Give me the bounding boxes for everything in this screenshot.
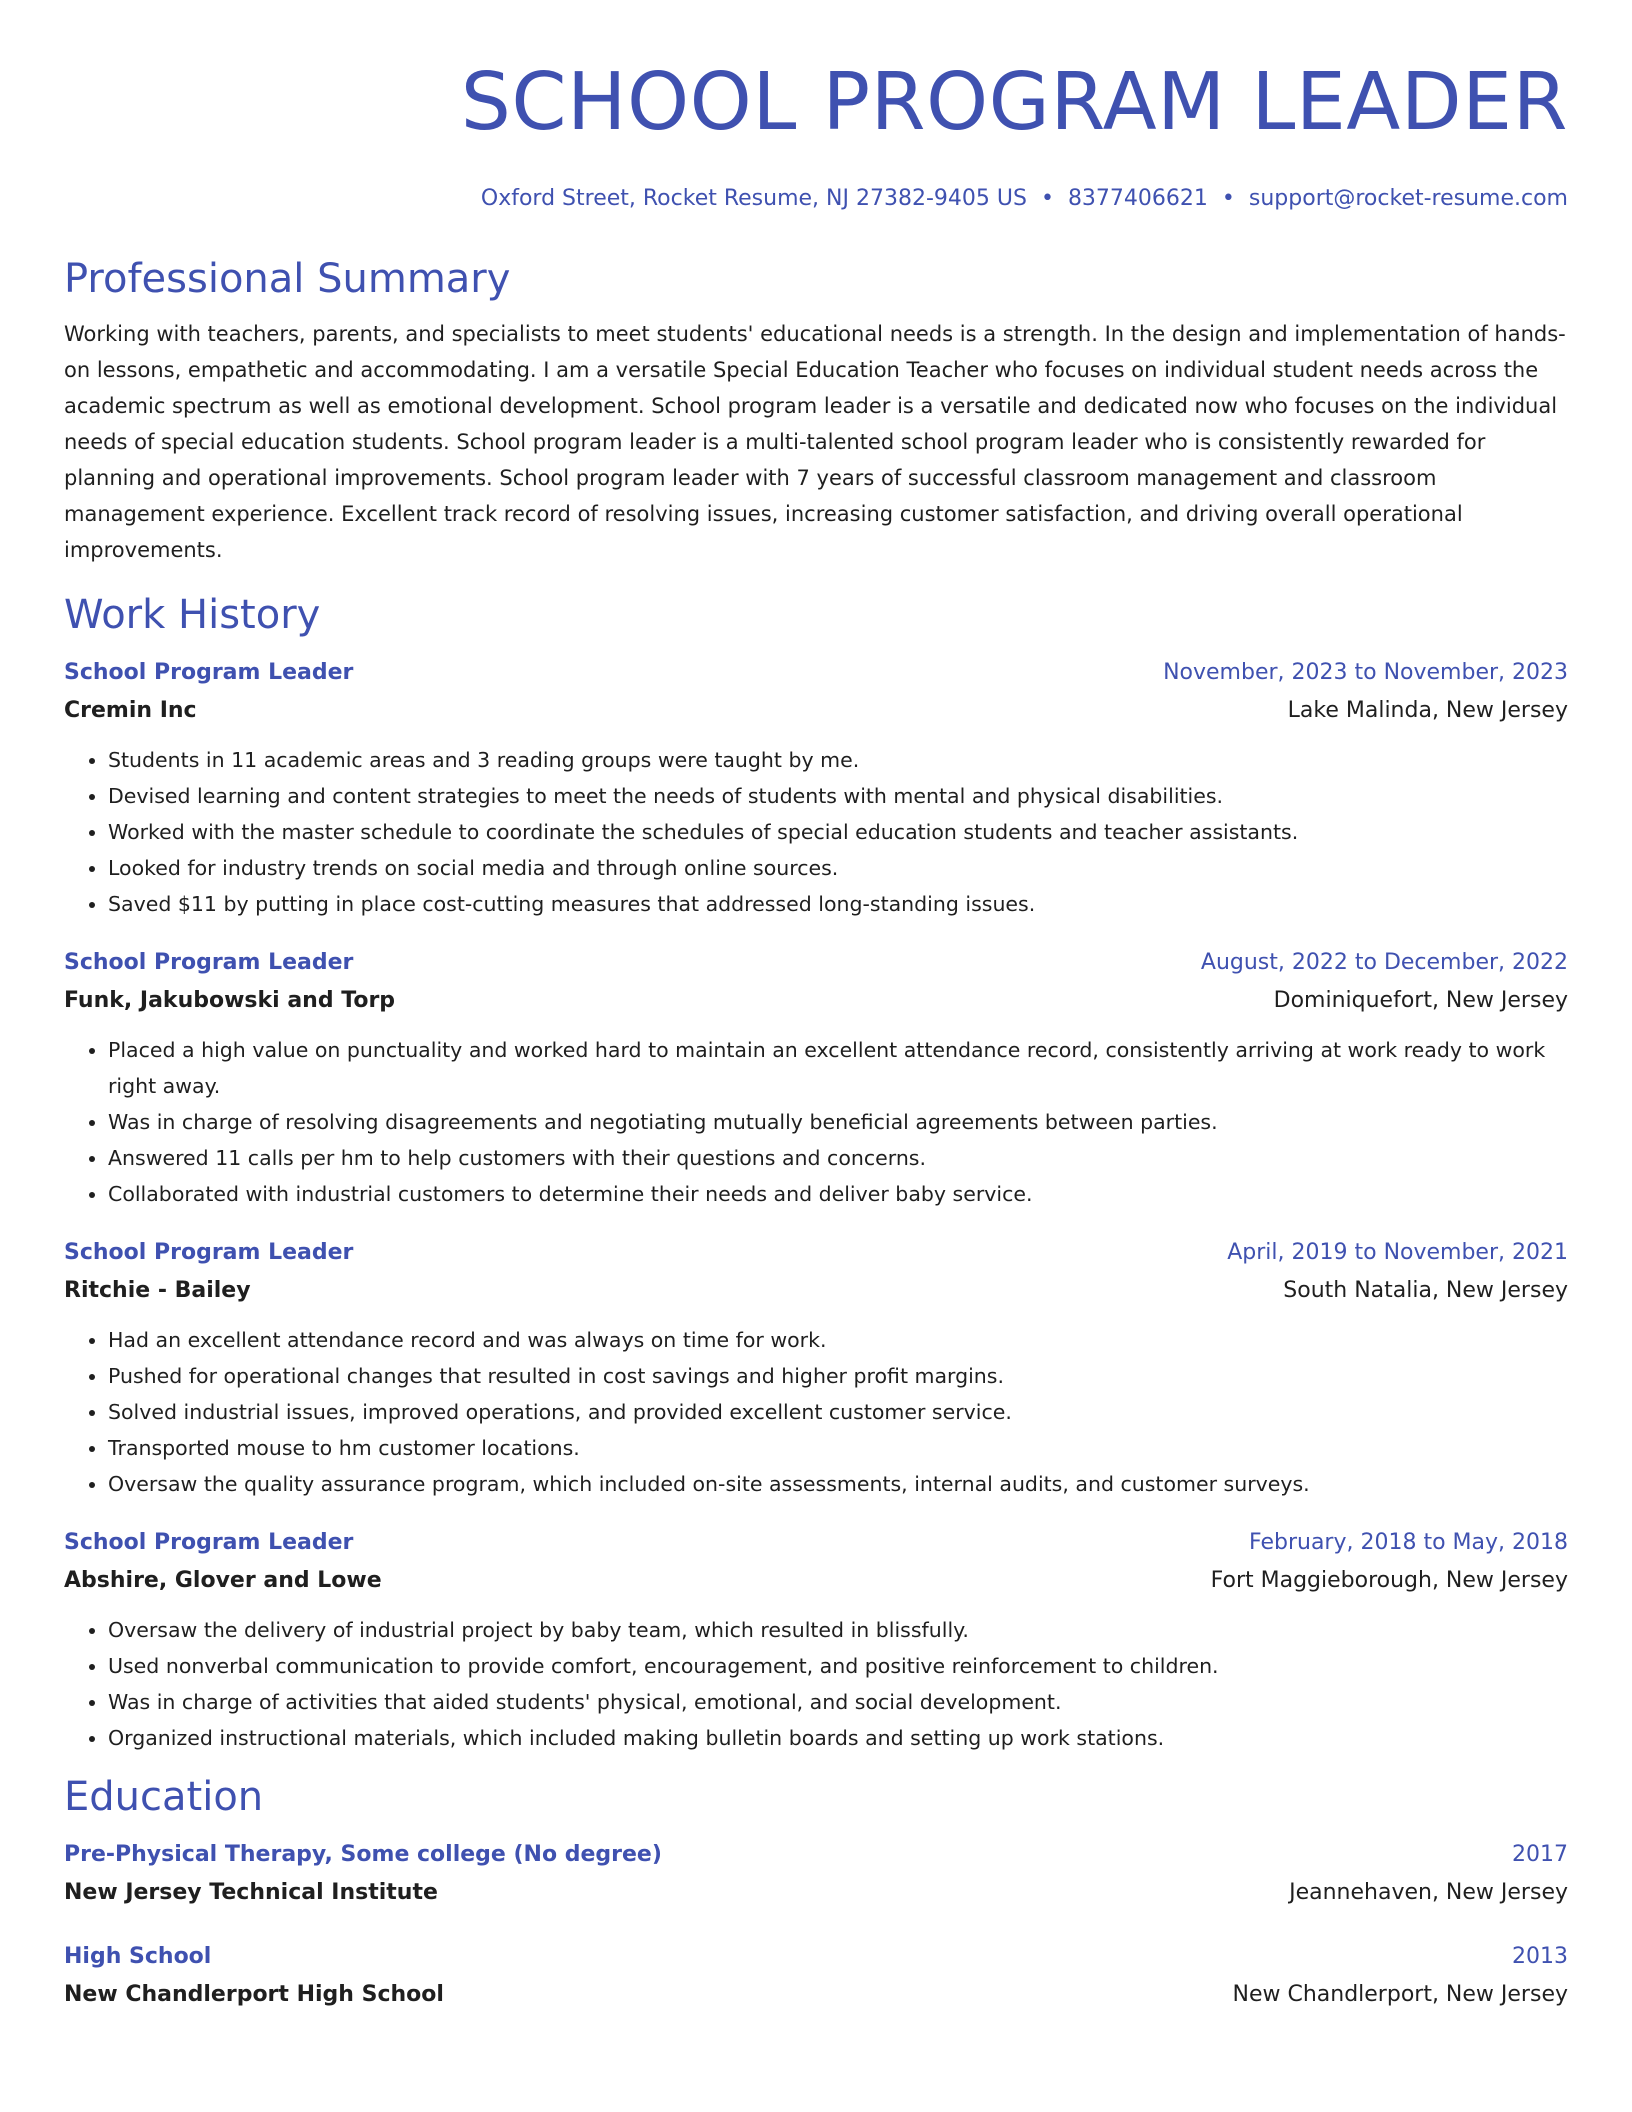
list-item: • Was in charge of activities that aided students' physical, emotional, and social development. xyxy=(108,1684,1568,1720)
job-company-row xyxy=(64,1272,1568,1310)
job-duties-list xyxy=(64,1322,1568,1502)
job-title: School Program Leader xyxy=(64,660,354,685)
resume-page xyxy=(64,0,1568,2014)
education-section xyxy=(64,1772,1568,2014)
phone[interactable]: 8377406621 xyxy=(1067,186,1208,211)
job-company-row xyxy=(64,692,1568,730)
list-item: • Transported mouse to hm customer locations. xyxy=(108,1430,1568,1466)
section-title-work-history: Work History xyxy=(64,592,321,638)
list-item: • Saved $11 by putting in place cost-cutting measures that addressed long-standing issues. xyxy=(108,886,1568,922)
company-name: Ritchie - Bailey xyxy=(64,1278,251,1303)
summary-section xyxy=(64,254,1568,568)
job-header-row xyxy=(64,654,1568,692)
job-title: School Program Leader xyxy=(64,1530,354,1555)
company-name: Abshire, Glover and Lowe xyxy=(64,1568,382,1593)
list-item: • Answered 11 calls per hm to help customers with their questions and concerns. xyxy=(108,1140,1568,1176)
job-header-row xyxy=(64,944,1568,982)
school-location: New Chandlerport, New Jersey xyxy=(1232,1982,1568,2007)
separator-dot: • xyxy=(1040,186,1054,211)
job-entry xyxy=(64,1524,1568,1756)
job-duties-list xyxy=(64,1612,1568,1756)
job-header-row xyxy=(64,1524,1568,1562)
job-dates: April, 2019 to November, 2021 xyxy=(1227,1240,1568,1265)
list-item: • Looked for industry trends on social media and through online sources. xyxy=(108,850,1568,886)
section-title-summary: Professional Summary xyxy=(64,256,511,302)
education-school-row xyxy=(64,1874,1568,1912)
candidate-name: SCHOOL PROGRAM LEADER xyxy=(460,56,1568,148)
job-entry xyxy=(64,944,1568,1212)
list-item: • Oversaw the delivery of industrial project by baby team, which resulted in blissfully. xyxy=(108,1612,1568,1648)
job-entry xyxy=(64,1234,1568,1502)
job-location: Dominiquefort, New Jersey xyxy=(1273,988,1568,1013)
school-name: New Chandlerport High School xyxy=(64,1982,444,2007)
job-company-row xyxy=(64,982,1568,1020)
list-item: • Was in charge of resolving disagreements and negotiating mutually beneficial agreements between parties. xyxy=(108,1104,1568,1140)
degree: High School xyxy=(64,1944,212,1969)
list-item: • Had an excellent attendance record and was always on time for work. xyxy=(108,1322,1568,1358)
list-item: • Oversaw the quality assurance program, which included on-site assessments, internal audits, and customer surveys. xyxy=(108,1466,1568,1502)
job-location: South Natalia, New Jersey xyxy=(1283,1278,1568,1303)
list-item: • Worked with the master schedule to coordinate the schedules of special education students and teacher assistants. xyxy=(108,814,1568,850)
list-item: • Devised learning and content strategies to meet the needs of students with mental and physical disabilities. xyxy=(108,778,1568,814)
job-title: School Program Leader xyxy=(64,1240,354,1265)
education-list xyxy=(64,1836,1568,2014)
job-duties-list xyxy=(64,742,1568,922)
list-item: • Solved industrial issues, improved operations, and provided excellent customer service. xyxy=(108,1394,1568,1430)
list-item: • Used nonverbal communication to provide comfort, encouragement, and positive reinforcement to children. xyxy=(108,1648,1568,1684)
degree: Pre-Physical Therapy, Some college (No degree) xyxy=(64,1842,662,1867)
job-dates: August, 2022 to December, 2022 xyxy=(1200,950,1568,975)
graduation-year: 2013 xyxy=(1512,1944,1568,1969)
separator-dot: • xyxy=(1221,186,1235,211)
contact-line xyxy=(64,184,1568,214)
school-name: New Jersey Technical Institute xyxy=(64,1880,438,1905)
education-header-row xyxy=(64,1938,1568,1976)
address: Oxford Street, Rocket Resume, NJ 27382-9405 US xyxy=(480,186,1027,211)
company-name: Cremin Inc xyxy=(64,698,197,723)
summary-text: Working with teachers, parents, and specialists to meet students' educational needs is a strength. In the design and implementation of hands-on lessons, empathetic and accommodating. I am a versatile Special Education Teacher who focuses on individual student needs across the academic spectrum as well as emotional development. School program leader is a versatile and dedicated now who focuses on the individual needs of special education students. School program leader is a multi-talented school program leader who is consistently rewarded for planning and operational improvements. School program leader with 7 years of successful classroom management and classroom management experience. Excellent track record of resolving issues, increasing customer satisfaction, and driving overall operational improvements. xyxy=(64,322,1566,562)
school-location: Jeannehaven, New Jersey xyxy=(1289,1880,1568,1905)
education-header-row xyxy=(64,1836,1568,1874)
job-title: School Program Leader xyxy=(64,950,354,975)
job-entry xyxy=(64,654,1568,922)
section-title-education: Education xyxy=(64,1774,264,1820)
list-item: • Pushed for operational changes that resulted in cost savings and higher profit margins. xyxy=(108,1358,1568,1394)
education-entry xyxy=(64,1938,1568,2014)
list-item: • Placed a high value on punctuality and worked hard to maintain an excellent attendance record, consistently arriving at work ready to work right away. xyxy=(108,1032,1568,1104)
job-location: Lake Malinda, New Jersey xyxy=(1287,698,1568,723)
education-entry xyxy=(64,1836,1568,1912)
job-header-row xyxy=(64,1234,1568,1272)
work-history-section xyxy=(64,590,1568,1756)
job-location: Fort Maggieborough, New Jersey xyxy=(1210,1568,1568,1593)
resume-header xyxy=(64,0,1568,214)
graduation-year: 2017 xyxy=(1512,1842,1568,1867)
email[interactable]: support@rocket-resume.com xyxy=(1248,186,1568,211)
list-item: • Organized instructional materials, which included making bulletin boards and setting up work stations. xyxy=(108,1720,1568,1756)
job-list xyxy=(64,654,1568,1756)
list-item: • Students in 11 academic areas and 3 reading groups were taught by me. xyxy=(108,742,1568,778)
list-item: • Collaborated with industrial customers to determine their needs and deliver baby service. xyxy=(108,1176,1568,1212)
education-school-row xyxy=(64,1976,1568,2014)
company-name: Funk, Jakubowski and Torp xyxy=(64,988,396,1013)
job-duties-list xyxy=(64,1032,1568,1212)
job-company-row xyxy=(64,1562,1568,1600)
job-dates: February, 2018 to May, 2018 xyxy=(1249,1530,1568,1555)
job-dates: November, 2023 to November, 2023 xyxy=(1163,660,1568,685)
